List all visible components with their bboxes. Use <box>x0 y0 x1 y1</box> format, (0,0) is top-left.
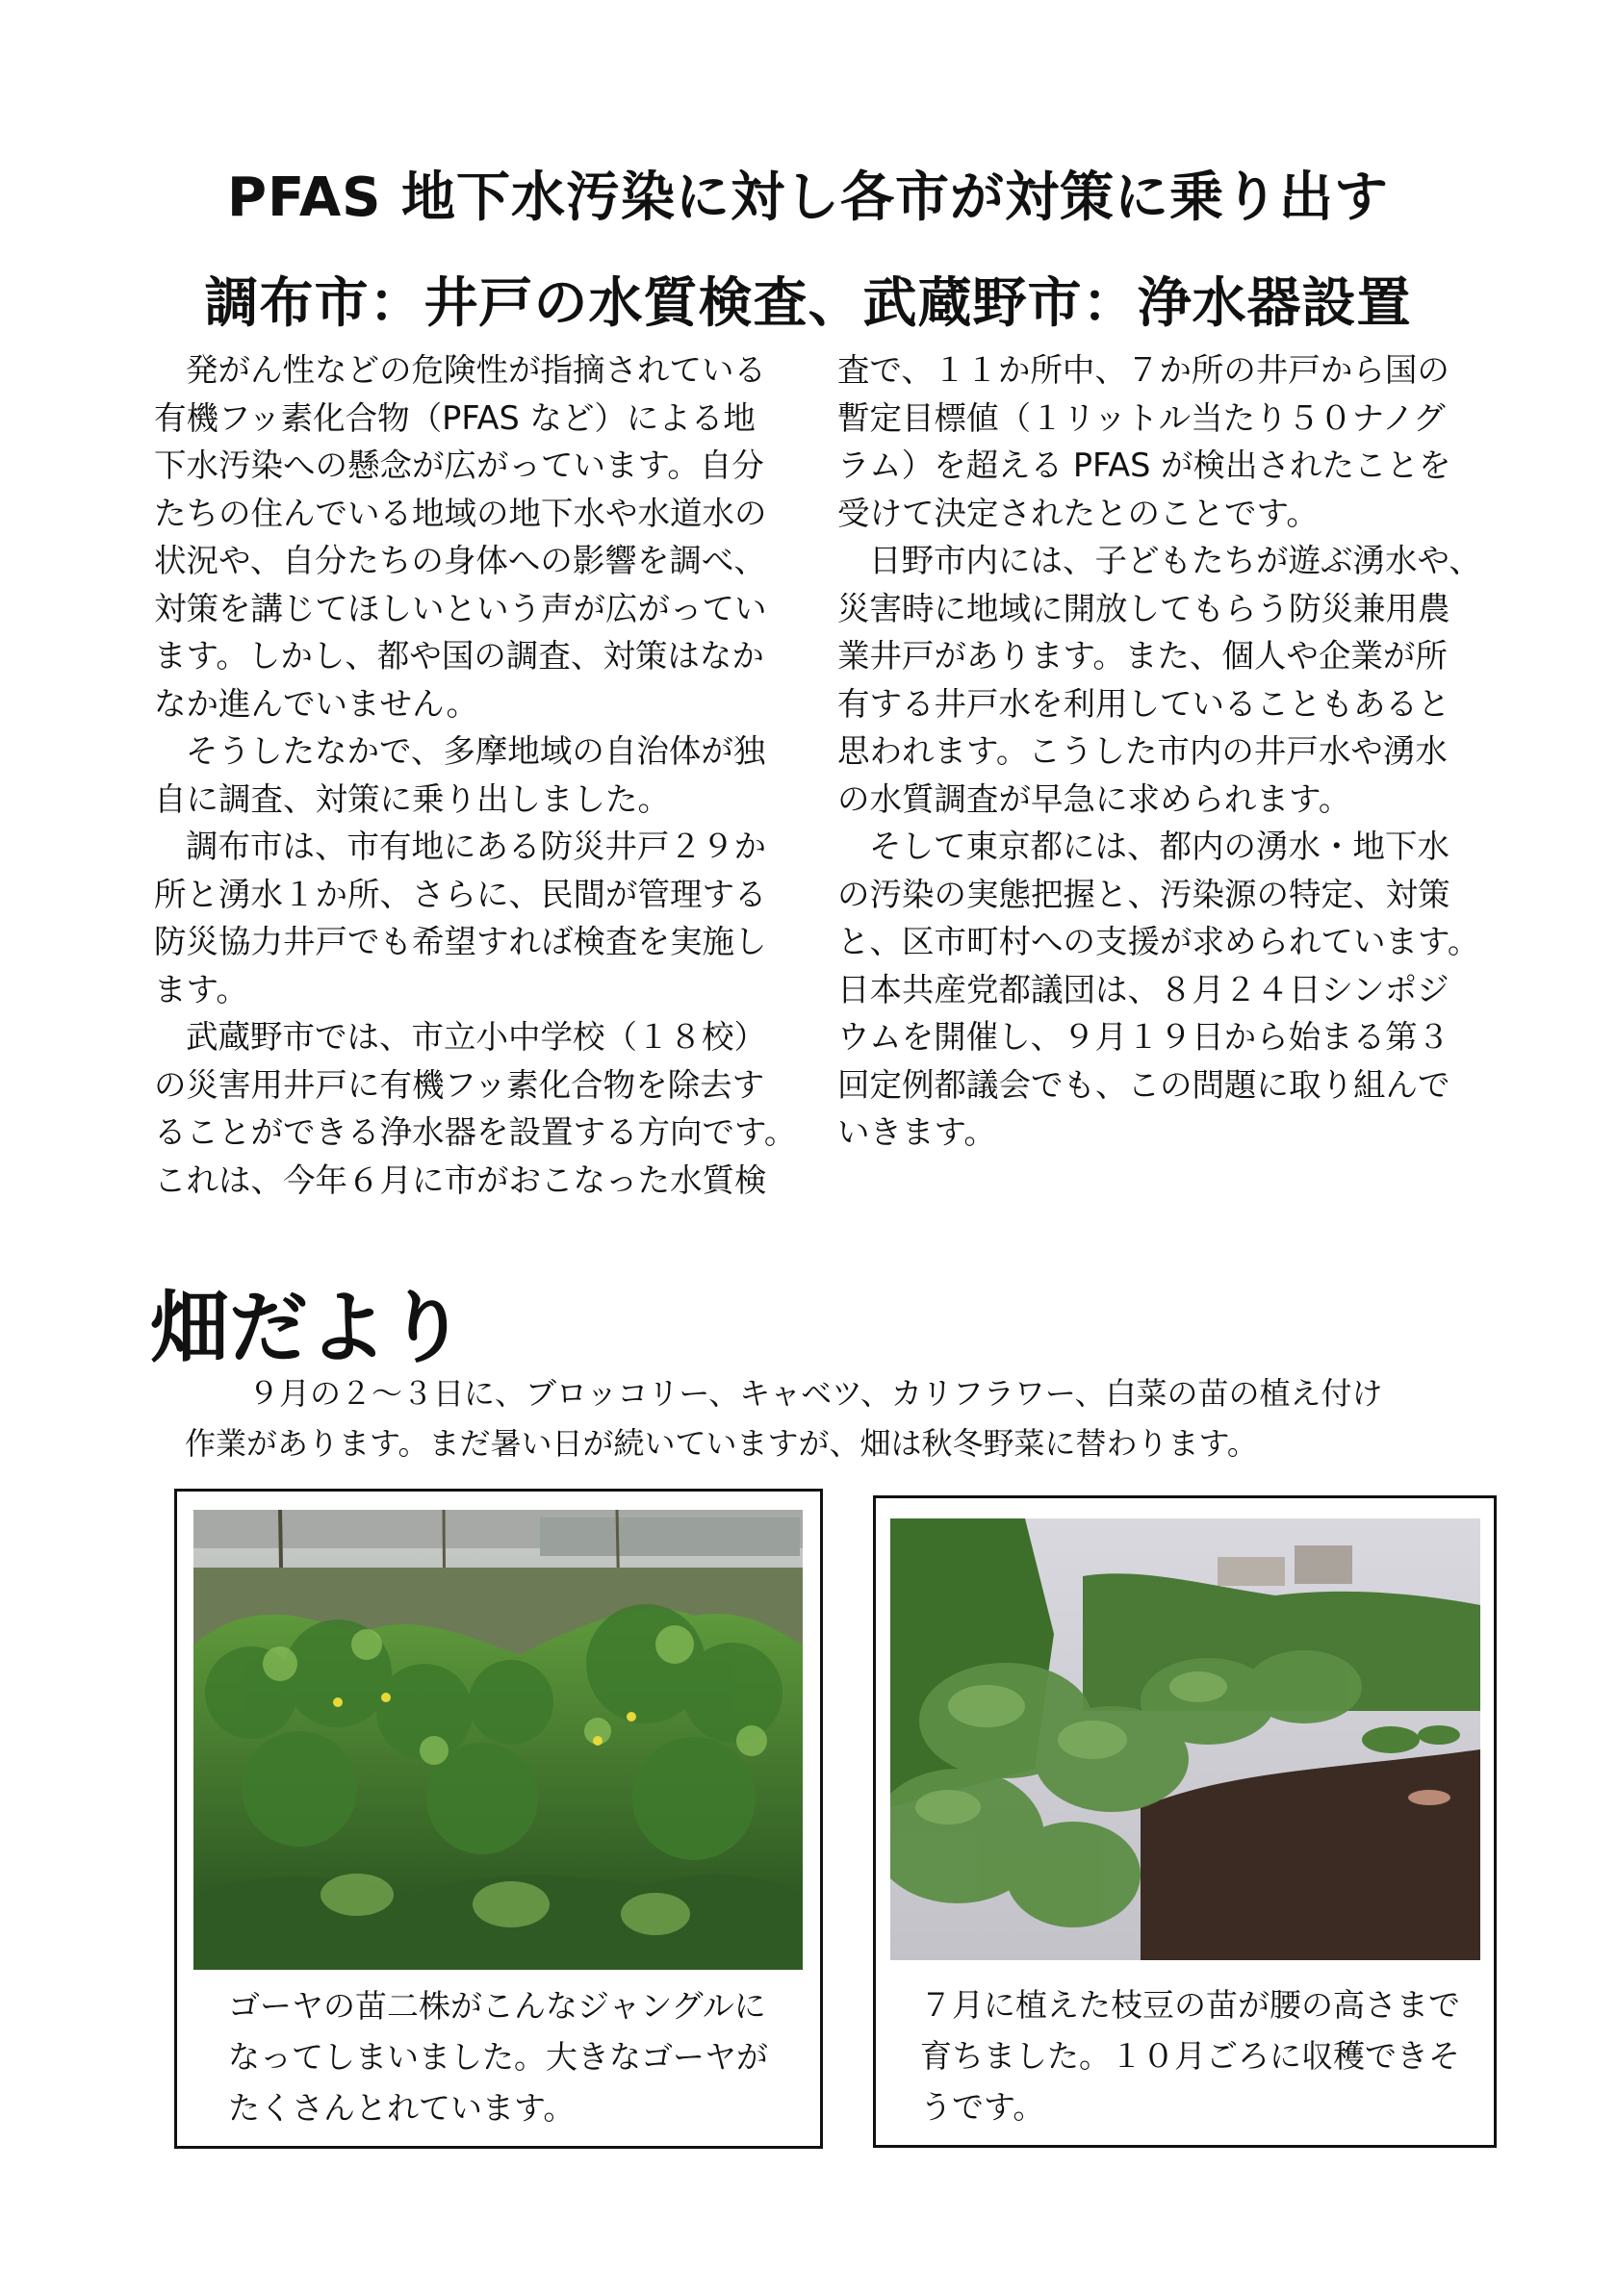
farm-intro-line: ９月の２～３日に、ブロッコリー、キャベツ、カリフラワー、白菜の苗の植え付け <box>248 1375 1383 1412</box>
paragraph-line: たちの住んでいる地域の地下水や水道水の <box>154 494 767 532</box>
article-title-line1: PFAS 地下水汚染に対し各市が対策に乗り出す <box>226 166 1390 229</box>
paragraph-line: 所と湧水１か所、さらに、民間が管理する <box>154 875 767 913</box>
caption-line: たくさんとれています。 <box>228 2089 576 2127</box>
paragraph-line: ます。しかし、都や国の調査、対策はなか <box>154 637 764 675</box>
paragraph-line: そうしたなかで、多摩地域の自治体が独 <box>186 732 766 770</box>
paragraph-line: いきます。 <box>837 1113 996 1151</box>
paragraph-line: の災害用井戸に有機フッ素化合物を除去す <box>154 1065 765 1104</box>
paragraph-line: 災害時に地域に開放してもらう防災兼用農 <box>837 589 1450 627</box>
paragraph-line: ウムを開催し、９月１９日から始まる第３ <box>837 1018 1450 1056</box>
paragraph-line: これは、今年６月に市がおこなった水質検 <box>154 1161 767 1199</box>
photo-card-edamame <box>873 1495 1497 2148</box>
paragraph-line: 状況や、自分たちの身体への影響を調べ、 <box>154 542 766 579</box>
paragraph-line: そして東京都には、都内の湧水・地下水 <box>869 828 1449 865</box>
caption-line: ゴーヤの苗二株がこんなジャングルに <box>228 1987 766 2025</box>
paragraph-line: ラム）を超える PFAS が検出されたことを <box>837 446 1451 484</box>
paragraph-line: の汚染の実態把握と、汚染源の特定、対策 <box>837 875 1450 913</box>
caption-line: 育ちました。１０月ごろに収穫できそ <box>920 2037 1460 2075</box>
paragraph-line: 思われます。こうした市内の井戸水や湧水 <box>837 732 1448 770</box>
caption-line: うです。 <box>920 2088 1045 2126</box>
farm-intro <box>185 1368 1532 1468</box>
edamame-photo <box>890 1518 1480 1960</box>
edamame-caption <box>920 1979 1460 2132</box>
paragraph-line: 下水汚染への懸念が広がっています。自分 <box>154 446 764 484</box>
paragraph-line: 対策を講じてほしいという声が広がってい <box>154 589 767 627</box>
paragraph-line: 受けて決定されたとのことです。 <box>837 494 1319 532</box>
paragraph-line: 査で、１１か所中、７か所の井戸から国の <box>837 351 1449 389</box>
caption-line: なってしまいました。大きなゴーヤが <box>228 2038 768 2076</box>
farm-heading: 畑だより <box>150 1283 467 1374</box>
paragraph-line: 日本共産党都議団は、８月２４日シンポジ <box>837 970 1449 1008</box>
paragraph-line: の水質調査が早急に求められます。 <box>837 779 1351 818</box>
paragraph-line: 回定例都議会でも、この問題に取り組んで <box>837 1065 1450 1104</box>
goya-photo <box>193 1510 803 1970</box>
article-left-column <box>154 346 797 1204</box>
paragraph-line: 暫定目標値（１リットル当たり５０ナノグ <box>837 398 1446 437</box>
article-right-column <box>837 346 1481 1157</box>
paragraph-line: 発がん性などの危険性が指摘されている <box>186 351 766 389</box>
paragraph-line: 武蔵野市では、市立小中学校（１８校） <box>186 1018 766 1056</box>
paragraph-line: なか進んでいません。 <box>154 684 479 723</box>
paragraph-line: ます。 <box>154 970 248 1008</box>
paragraph-line: 有する井戸水を利用していることもあると <box>837 684 1450 723</box>
paragraph-line: 業井戸があります。また、個人や企業が所 <box>837 637 1448 675</box>
paragraph-line: 自に調査、対策に乗り出しました。 <box>154 779 670 818</box>
paragraph-line: と、区市町村への支援が求められています。 <box>837 923 1480 960</box>
goya-caption <box>228 1980 768 2133</box>
paragraph-line: 調布市は、市有地にある防災井戸２９か <box>186 828 766 865</box>
caption-line: ７月に植えた枝豆の苗が腰の高さまで <box>920 1986 1460 2024</box>
paragraph-line: ることができる浄水器を設置する方向です。 <box>154 1113 797 1151</box>
article-title-line2: 調布市：井戸の水質検査、武蔵野市：浄水器設置 <box>204 272 1412 335</box>
paragraph-line: 日野市内には、子どもたちが遊ぶ湧水や、 <box>869 542 1481 579</box>
farm-intro-line: 作業があります。まだ暑い日が続いていますが、畑は秋冬野菜に替わります。 <box>185 1425 1258 1462</box>
photo-card-goya <box>174 1489 823 2149</box>
paragraph-line: 有機フッ素化合物（PFAS など）による地 <box>154 398 756 437</box>
paragraph-line: 防災協力井戸でも希望すれば検査を実施し <box>154 923 767 960</box>
